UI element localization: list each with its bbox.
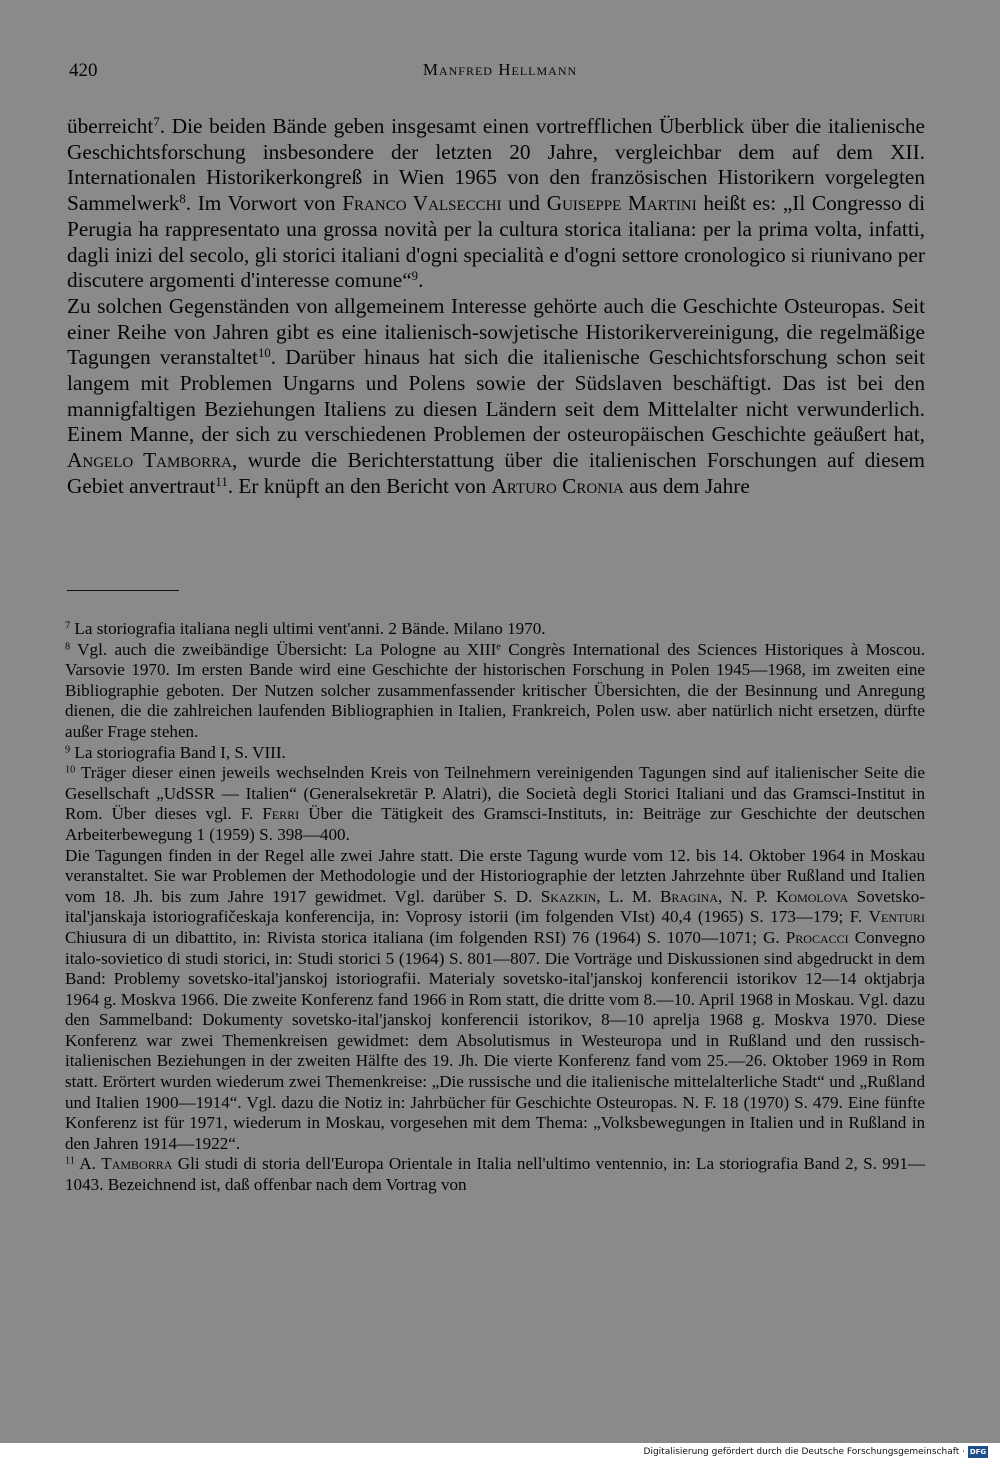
author-name: Guiseppe Martini <box>546 191 697 216</box>
author-name: Procacci <box>785 927 849 947</box>
body-paragraph-2: Zu solchen Gegenständen von allgemeinem Interesse gehörte auch die Geschichte Osteuropas. Seit einer Reihe von Jahren gibt es eine italienisch-sowjetische Historikervereinigung, die regelmäßige Tagungen veranstaltet$^{10}$. Darüber hinaus hat sich die italienische Geschichtsforschung schon seit langem mit Problemen Ungarns und Polens sowie der Südslaven beschäftigt. Das ist bei den mannigfaltigen Beziehungen Italiens zu diesen Ländern seit dem Mittelalter nicht verwunderlich. Einem Manne, der sich zu verschiedenen Problemen der osteuropäischen Geschichte geäußert hat, Angelo Tamborra, wurde die Berichterstattung über die italienischen Forschungen auf diesem Gebiet anvertraut$^{11}$. Er knüpft an den Bericht von Arturo Cronia aus dem Jahre <box>67 293 925 498</box>
footnote-ref-8[interactable]: 8 <box>179 192 186 207</box>
footnote-ref-11[interactable]: 11 <box>215 474 228 489</box>
author-name: Bragina <box>659 886 719 906</box>
footnote-7: $^7$ La storiografia italiana negli ultimi vent'anni. 2 Bände. Milano 1970. <box>65 619 546 638</box>
author-name: Franco Valsecchi <box>342 191 502 216</box>
author-name: Ferri <box>262 804 300 824</box>
footnote-10: $^{10}$ Träger dieser einen jeweils wechselnden Kreis von Teilnehmern vereinigenden Tagungen sind auf italienischer Seite die Gesellschaft „UdSSR — Italien“ (Generalsekretär P. Alatri), die Società degli Storici Italiani und das Gramsci-Institut in Rom. Über dieses vgl. F. Ferri Über die Tätigkeit des Gramsci-Instituts, in: Beiträge zur Geschichte der deutschen Arbeiterbewegung 1 (1959) S. 398—400. <box>65 763 926 844</box>
footnote-ref-10[interactable]: 10 <box>257 346 271 361</box>
body-text <box>67 114 925 500</box>
credit-text: Digitalisierung gefördert durch die Deutsche Forschungsgemeinschaft · <box>643 1447 965 1457</box>
footnote-9: $^9$ La storiografia Band I, S. VIII. <box>65 742 286 762</box>
dfg-logo-icon[interactable]: DFG <box>969 1448 987 1456</box>
author-name: Venturi <box>868 907 925 927</box>
footnotes <box>65 619 925 1196</box>
body-paragraph-1: überreicht$^7$. Die beiden Bände geben insgesamt einen vortrefflichen Überblick über die italienische Geschichtsforschung insbesondere der letzten 20 Jahre, vergleichbar dem auf dem XII. Internationalen Historikerkongreß in Wien 1965 von den französischen Historikern vorgelegten Sammelwerk$^8$. Im Vorwort von Franco Valsecchi und Guiseppe Martini heißt es: „Il Congresso di Perugia ha rappresentato una grossa novità per la cultura storica italiana: per la prima volta, infatti, dagli inizi del secolo, gli storici italiani d'ogni specialità e d'ogni settore cronologico si riunivano per discutere argomenti d'interesse comune“$^9$. <box>67 114 926 293</box>
footnote-ref-9[interactable]: 9 <box>411 269 419 284</box>
footnote-number: 7 <box>65 620 71 632</box>
footnote-ref-7[interactable]: 7 <box>153 114 160 129</box>
running-head: Manfred Hellmann <box>422 60 578 79</box>
footnote-8: $^8$ Vgl. auch die zweibändige Übersicht: La Pologne au XIIIe Congrès International des Sciences Historiques à Moscou. Varsovie 1970. Im ersten Bande wird eine Geschichte der historischen Forschung in Polen 1945—1968, im zweiten eine Bibliographie geboten. Der Nutzen solcher zusammenfassender kritischer Übersichten, die der Besinnung und Anregung dienen, die die zahlreichen laufenden Bibliographien in Italien, Frankreich, Polen usw. aber natürlich nicht ersetzen, dürfte außer Frage stehen. <box>65 639 925 741</box>
author-name: Angelo Tamborra <box>67 448 232 473</box>
footnote-10-continued: Die Tagungen finden in der Regel alle zwei Jahre statt. Die erste Tagung wurde vom 12. bis 14. Oktober 1964 in Moskau veranstaltet. Sie war Problemen der Methodologie und der Historiographie der letzten Jahrzehnte über Rußland und Italien vom 18. Jh. bis zum Jahre 1917 gewidmet. Vgl. darüber S. D. Skazkin, L. M. Bragina, N. P. Komolova Sovetsko-ital'janskaja istoriografičeskaja konferencija, in: Voprosy istorii (im folgenden VIst) 40,4 (1965) S. 173—179; F. Venturi Chiusura di un dibattito, in: Rivista storica italiana (im folgenden RSI) 76 (1964) S. 1070—1071; G. Procacci Convegno italo-sovietico di studi storici, in: Studi storici 5 (1964) S. 801—807. Die Vorträge und Diskussionen sind abgedruckt in dem Band: Problemy sovetsko-ital'janskoj istoriografii. Materialy sovetsko-ital'janskoj konferencii istorikov 12—14 oktjabrja 1964 g. Moskva 1966. Die zweite Konferenz fand 1966 in Rom statt, die dritte vom 8.—10. April 1968 in Moskau. Vgl. dazu den Sammelband: Dokumenty sovetsko-ital'janskoj konferencii istorikov, 8—10 aprelja 1968 g. Moskva 1970. Diese Konferenz war zwei Themenkreisen gewidmet: dem Absolutismus in Westeuropa und in Rußland und den russisch-italienischen Beziehungen in der zweiten Hälfte des 19. Jh. Die vierte Konferenz fand vom 25.—26. Oktober 1969 in Rom statt. Erörtert wurden wiederum zwei Themenkreise: „Die russische und die italienische mittelalterliche Stadt“ und „Rußland und Italien 1900—1914“. Vgl. dazu die Notiz in: Jahrbücher für Geschichte Osteuropas. N. F. 18 (1970) S. 479. Eine fünfte Konferenz ist für 1971, wiederum in Moskau, vorgesehen mit dem Thema: „Volksbewegungen in Italien und in Rußland in den Jahren 1914—1922“. <box>65 845 925 1153</box>
author-name: Arturo Cronia <box>491 473 624 498</box>
author-name: Komolova <box>776 886 849 906</box>
footnote-separator <box>67 590 179 591</box>
page-number: 420 <box>69 60 98 81</box>
footnote-11: $^{11}$ A. Tamborra Gli studi di storia dell'Europa Orientale in Italia nell'ultimo ventennio, in: La storiografia Band 2, S. 991—1043. Bezeichnend ist, daß offenbar nach dem Vortrag von <box>65 1154 925 1195</box>
footnote-number: 9 <box>65 743 71 755</box>
footnote-number: 8 <box>65 640 71 652</box>
footnote-number: 11 <box>65 1155 75 1167</box>
author-name: Tamborra <box>101 1154 173 1174</box>
author-name: Skazkin <box>540 886 597 906</box>
digitization-credit <box>644 1446 988 1458</box>
footnote-number: 10 <box>65 764 76 776</box>
